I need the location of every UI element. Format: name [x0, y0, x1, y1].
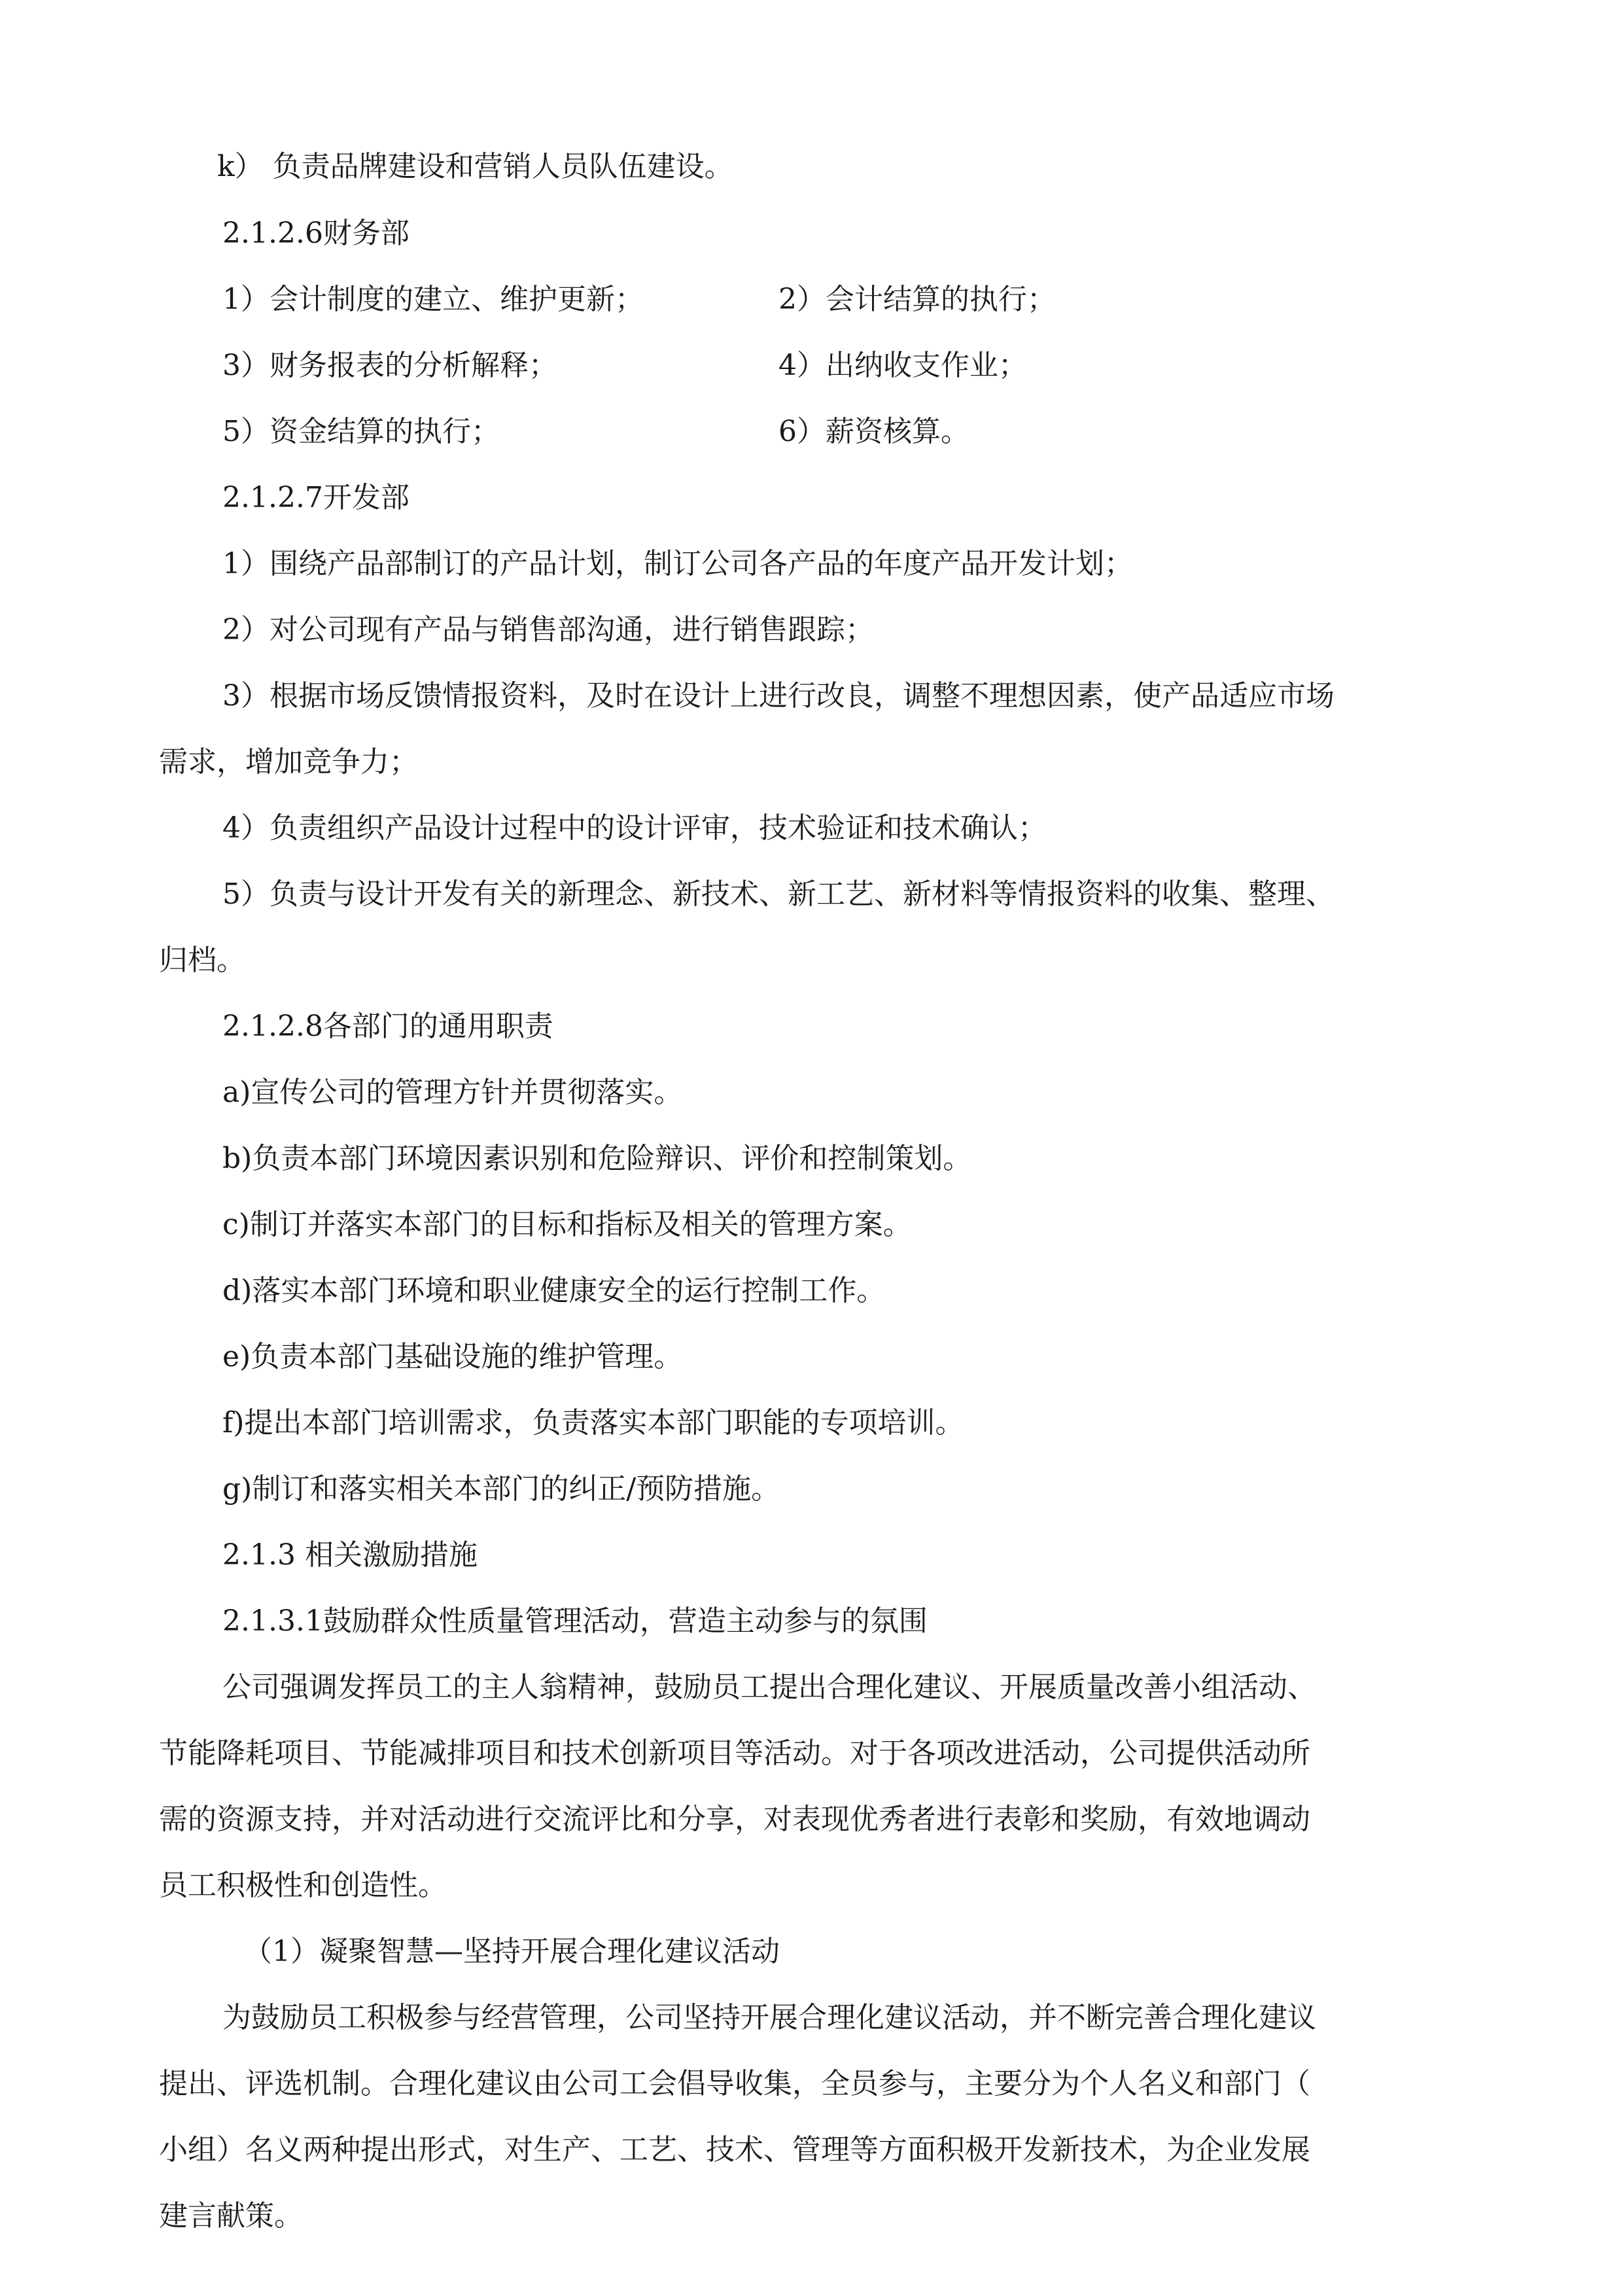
list-item-k: k） 负责品牌建设和营销人员队伍建设。	[217, 150, 733, 183]
two-column-row	[0, 412, 1623, 478]
paragraph-line	[0, 1073, 1623, 1139]
body-text: 公司强调发挥员工的主人翁精神，鼓励员工提出合理化建议、开展质量改善小组活动、	[222, 1670, 1316, 1704]
paragraph-line	[0, 1205, 1623, 1271]
section-heading-2-1-2-8	[0, 1007, 1623, 1072]
section-heading-text: 2.1.3.1鼓励群众性质量管理活动，营造主动参与的氛围	[222, 1604, 928, 1638]
paragraph-line	[0, 1998, 1623, 2064]
list-item: 5）负责与设计开发有关的新理念、新技术、新工艺、新材料等情报资料的收集、整理、	[222, 877, 1335, 911]
list-item-e: e)负责本部门基础设施的维护管理。	[222, 1340, 683, 1373]
paragraph-line	[0, 809, 1623, 874]
paragraph-line	[0, 1668, 1623, 1733]
list-item: 3）财务报表的分析解释；	[222, 349, 557, 382]
paragraph-line	[0, 743, 1623, 808]
list-item: 4）出纳收支作业；	[778, 349, 1027, 382]
two-column-row	[0, 346, 1623, 412]
paragraph-line	[0, 1470, 1623, 1535]
paragraph-line	[0, 1734, 1623, 1799]
paragraph-line	[0, 544, 1623, 610]
paragraph-line	[0, 1866, 1623, 1932]
body-text: 需的资源支持，并对活动进行交流评比和分享，对表现优秀者进行表彰和奖励，有效地调动	[159, 1803, 1310, 1836]
body-text: 小组）名义两种提出形式，对生产、工艺、技术、管理等方面积极开发新技术，为企业发展	[159, 2133, 1310, 2166]
list-item: 5）资金结算的执行；	[222, 415, 500, 448]
list-item: 6）薪资核算。	[778, 415, 969, 448]
paragraph-line	[0, 2064, 1623, 2130]
paragraph-line	[0, 1800, 1623, 1865]
section-heading-2-1-2-7	[0, 478, 1623, 544]
paragraph-line	[0, 1139, 1623, 1205]
section-heading-text: 2.1.3 相关激励措施	[222, 1538, 478, 1572]
list-item-a: a)宣传公司的管理方针并贯彻落实。	[222, 1076, 683, 1109]
paragraph-line	[0, 1271, 1623, 1337]
body-text: 员工积极性和创造性。	[159, 1869, 447, 1902]
section-heading-text: 2.1.2.6财务部	[222, 217, 410, 250]
body-text: 建言献策。	[159, 2199, 303, 2233]
list-item: 1）围绕产品部制订的产品计划，制订公司各产品的年度产品开发计划；	[222, 547, 1133, 580]
paragraph-line	[0, 1337, 1623, 1403]
list-item: 1）会计制度的建立、维护更新；	[222, 283, 644, 316]
section-heading-text: 2.1.2.8各部门的通用职责	[222, 1010, 553, 1043]
list-item: 4）负责组织产品设计过程中的设计评审，技术验证和技术确认；	[222, 811, 1047, 845]
list-item: 2）会计结算的执行；	[778, 283, 1056, 316]
section-heading-2-1-3	[0, 1536, 1623, 1601]
subheading-line	[0, 1932, 1623, 1998]
list-item-b: b)负责本部门环境因素识别和危险辩识、评价和控制策划。	[222, 1142, 972, 1175]
body-text: 提出、评选机制。合理化建议由公司工会倡导收集，全员参与，主要分为个人名义和部门（	[159, 2067, 1310, 2100]
section-heading-2-1-3-1	[0, 1602, 1623, 1667]
paragraph-line	[0, 610, 1623, 676]
paragraph-line	[0, 941, 1623, 1006]
list-item-continuation: 归档。	[159, 944, 245, 977]
list-item-c: c)制订并落实本部门的目标和指标及相关的管理方案。	[222, 1208, 912, 1241]
body-text: 节能降耗项目、节能减排项目和技术创新项目等活动。对于各项改进活动，公司提供活动所	[159, 1737, 1310, 1770]
paragraph-line	[0, 677, 1623, 742]
paragraph-line	[0, 147, 1623, 213]
section-heading-text: 2.1.2.7开发部	[222, 481, 410, 514]
body-text: 为鼓励员工积极参与经营管理，公司坚持开展合理化建议活动，并不断完善合理化建议	[222, 2001, 1316, 2034]
list-item-continuation: 需求，增加竞争力；	[159, 745, 418, 779]
two-column-row	[0, 280, 1623, 345]
subheading-text: （1）凝聚智慧—坚持开展合理化建议活动	[243, 1935, 780, 1968]
paragraph-line	[0, 2130, 1623, 2196]
paragraph-line	[0, 875, 1623, 940]
section-heading-2-1-2-6	[0, 214, 1623, 279]
list-item-f: f)提出本部门培训需求，负责落实本部门职能的专项培训。	[222, 1406, 964, 1439]
paragraph-line	[0, 2197, 1623, 2262]
paragraph-line	[0, 1404, 1623, 1469]
list-item-d: d)落实本部门环境和职业健康安全的运行控制工作。	[222, 1274, 886, 1307]
list-item-g: g)制订和落实相关本部门的纠正/预防措施。	[222, 1472, 780, 1506]
list-item: 3）根据市场反馈情报资料，及时在设计上进行改良，调整不理想因素，使产品适应市场	[222, 679, 1335, 713]
list-item: 2）对公司现有产品与销售部沟通，进行销售跟踪；	[222, 613, 874, 646]
